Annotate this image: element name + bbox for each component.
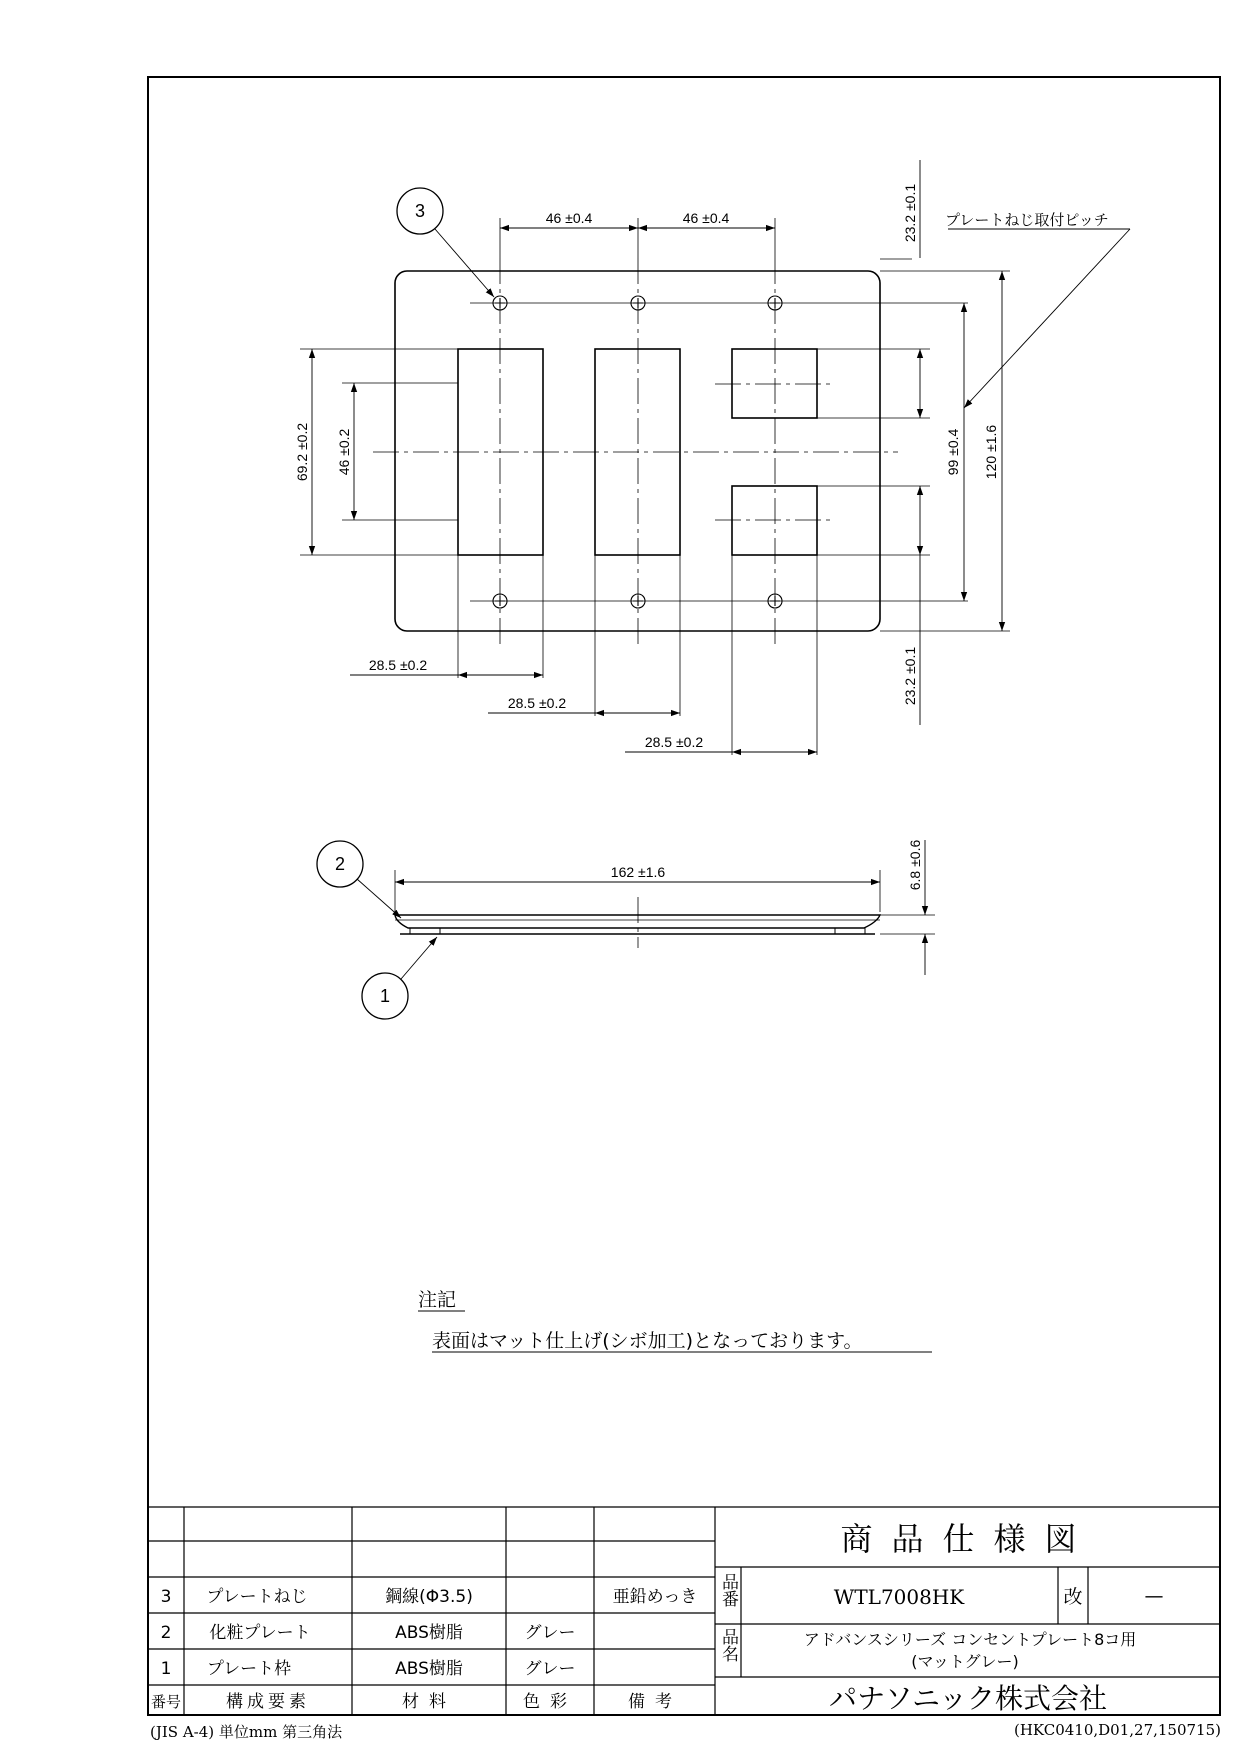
notes-title: 注記 [418, 1289, 457, 1311]
opening-right-top [732, 349, 817, 418]
callout-3-label: 3 [414, 201, 426, 221]
revision-label: 改 [1063, 1586, 1083, 1608]
name-line-2: (マットグレー) [911, 1652, 1019, 1671]
row-3-no: 3 [160, 1587, 172, 1607]
part-no-label: 品番 [718, 1573, 738, 1607]
row-1-no: 1 [160, 1659, 172, 1679]
callout-2-label: 2 [334, 854, 346, 874]
center-lines [373, 258, 898, 645]
parts-table [148, 1507, 715, 1715]
dim-opening-center: 46 ±0.2 [336, 428, 352, 476]
dim-pitch-h-1: 46 ±0.4 [545, 210, 593, 226]
header-remarks: 備考 [628, 1692, 682, 1712]
row-1-color: グレー [524, 1659, 576, 1679]
row-3-remarks: 亜鉛めっき [612, 1587, 698, 1607]
dim-pitch-h-2: 46 ±0.4 [682, 210, 730, 226]
row-2-material: ABS樹脂 [395, 1623, 463, 1643]
plate-outline [395, 271, 880, 631]
revision-value: — [1144, 1585, 1164, 1607]
dim-opening-height: 69.2 ±0.2 [294, 422, 310, 482]
header-part: 構成要素 [226, 1692, 310, 1712]
dimension-lines [312, 160, 1130, 752]
name-label: 品名 [718, 1628, 738, 1662]
row-2-color: グレー [524, 1623, 576, 1643]
row-2-no: 2 [160, 1623, 172, 1643]
dim-plate-thickness: 6.8 ±0.6 [907, 839, 923, 891]
dim-width-2: 28.5 ±0.2 [507, 695, 567, 711]
header-material: 材料 [402, 1692, 456, 1712]
row-1-part: プレート枠 [206, 1659, 292, 1679]
plate-side-profile [395, 915, 880, 928]
row-2-part: 化粧プレート [209, 1623, 311, 1643]
footer-doc-code: (HKC0410,D01,27,150715) [1013, 1721, 1221, 1739]
dim-top-offset: 23.2 ±0.1 [902, 183, 918, 243]
company-name: パナソニック株式会社 [828, 1682, 1108, 1715]
dim-width-3: 28.5 ±0.2 [644, 734, 704, 750]
callout-1-label: 1 [379, 986, 391, 1006]
row-1-material: ABS樹脂 [395, 1659, 463, 1679]
name-line-1: アドバンスシリーズ コンセントプレート8コ用 [803, 1630, 1137, 1649]
footer-standard-note: (JIS A-4) 単位mm 第三角法 [150, 1723, 343, 1741]
opening-right-bottom [732, 486, 817, 555]
row-3-part: プレートねじ [206, 1587, 308, 1607]
dim-screw-pitch-v: 99 ±0.4 [945, 428, 961, 476]
notes-text: 表面はマット仕上げ(シボ加工)となっております。 [432, 1330, 863, 1352]
dim-plate-height: 120 ±1.6 [983, 424, 999, 480]
header-color: 色彩 [523, 1692, 577, 1712]
part-no: WTL7008HK [833, 1585, 965, 1609]
row-3-material: 鋼線(Φ3.5) [385, 1587, 473, 1607]
dim-width-1: 28.5 ±0.2 [368, 657, 428, 673]
title-block-title: 商品仕様図 [840, 1520, 1096, 1558]
screw-pitch-label: プレートねじ取付ピッチ [945, 211, 1109, 229]
dim-bottom-offset: 23.2 ±0.1 [902, 646, 918, 706]
dim-plate-width: 162 ±1.6 [610, 864, 666, 880]
sheet-border [148, 77, 1220, 1715]
header-no: 番号 [150, 1693, 182, 1711]
